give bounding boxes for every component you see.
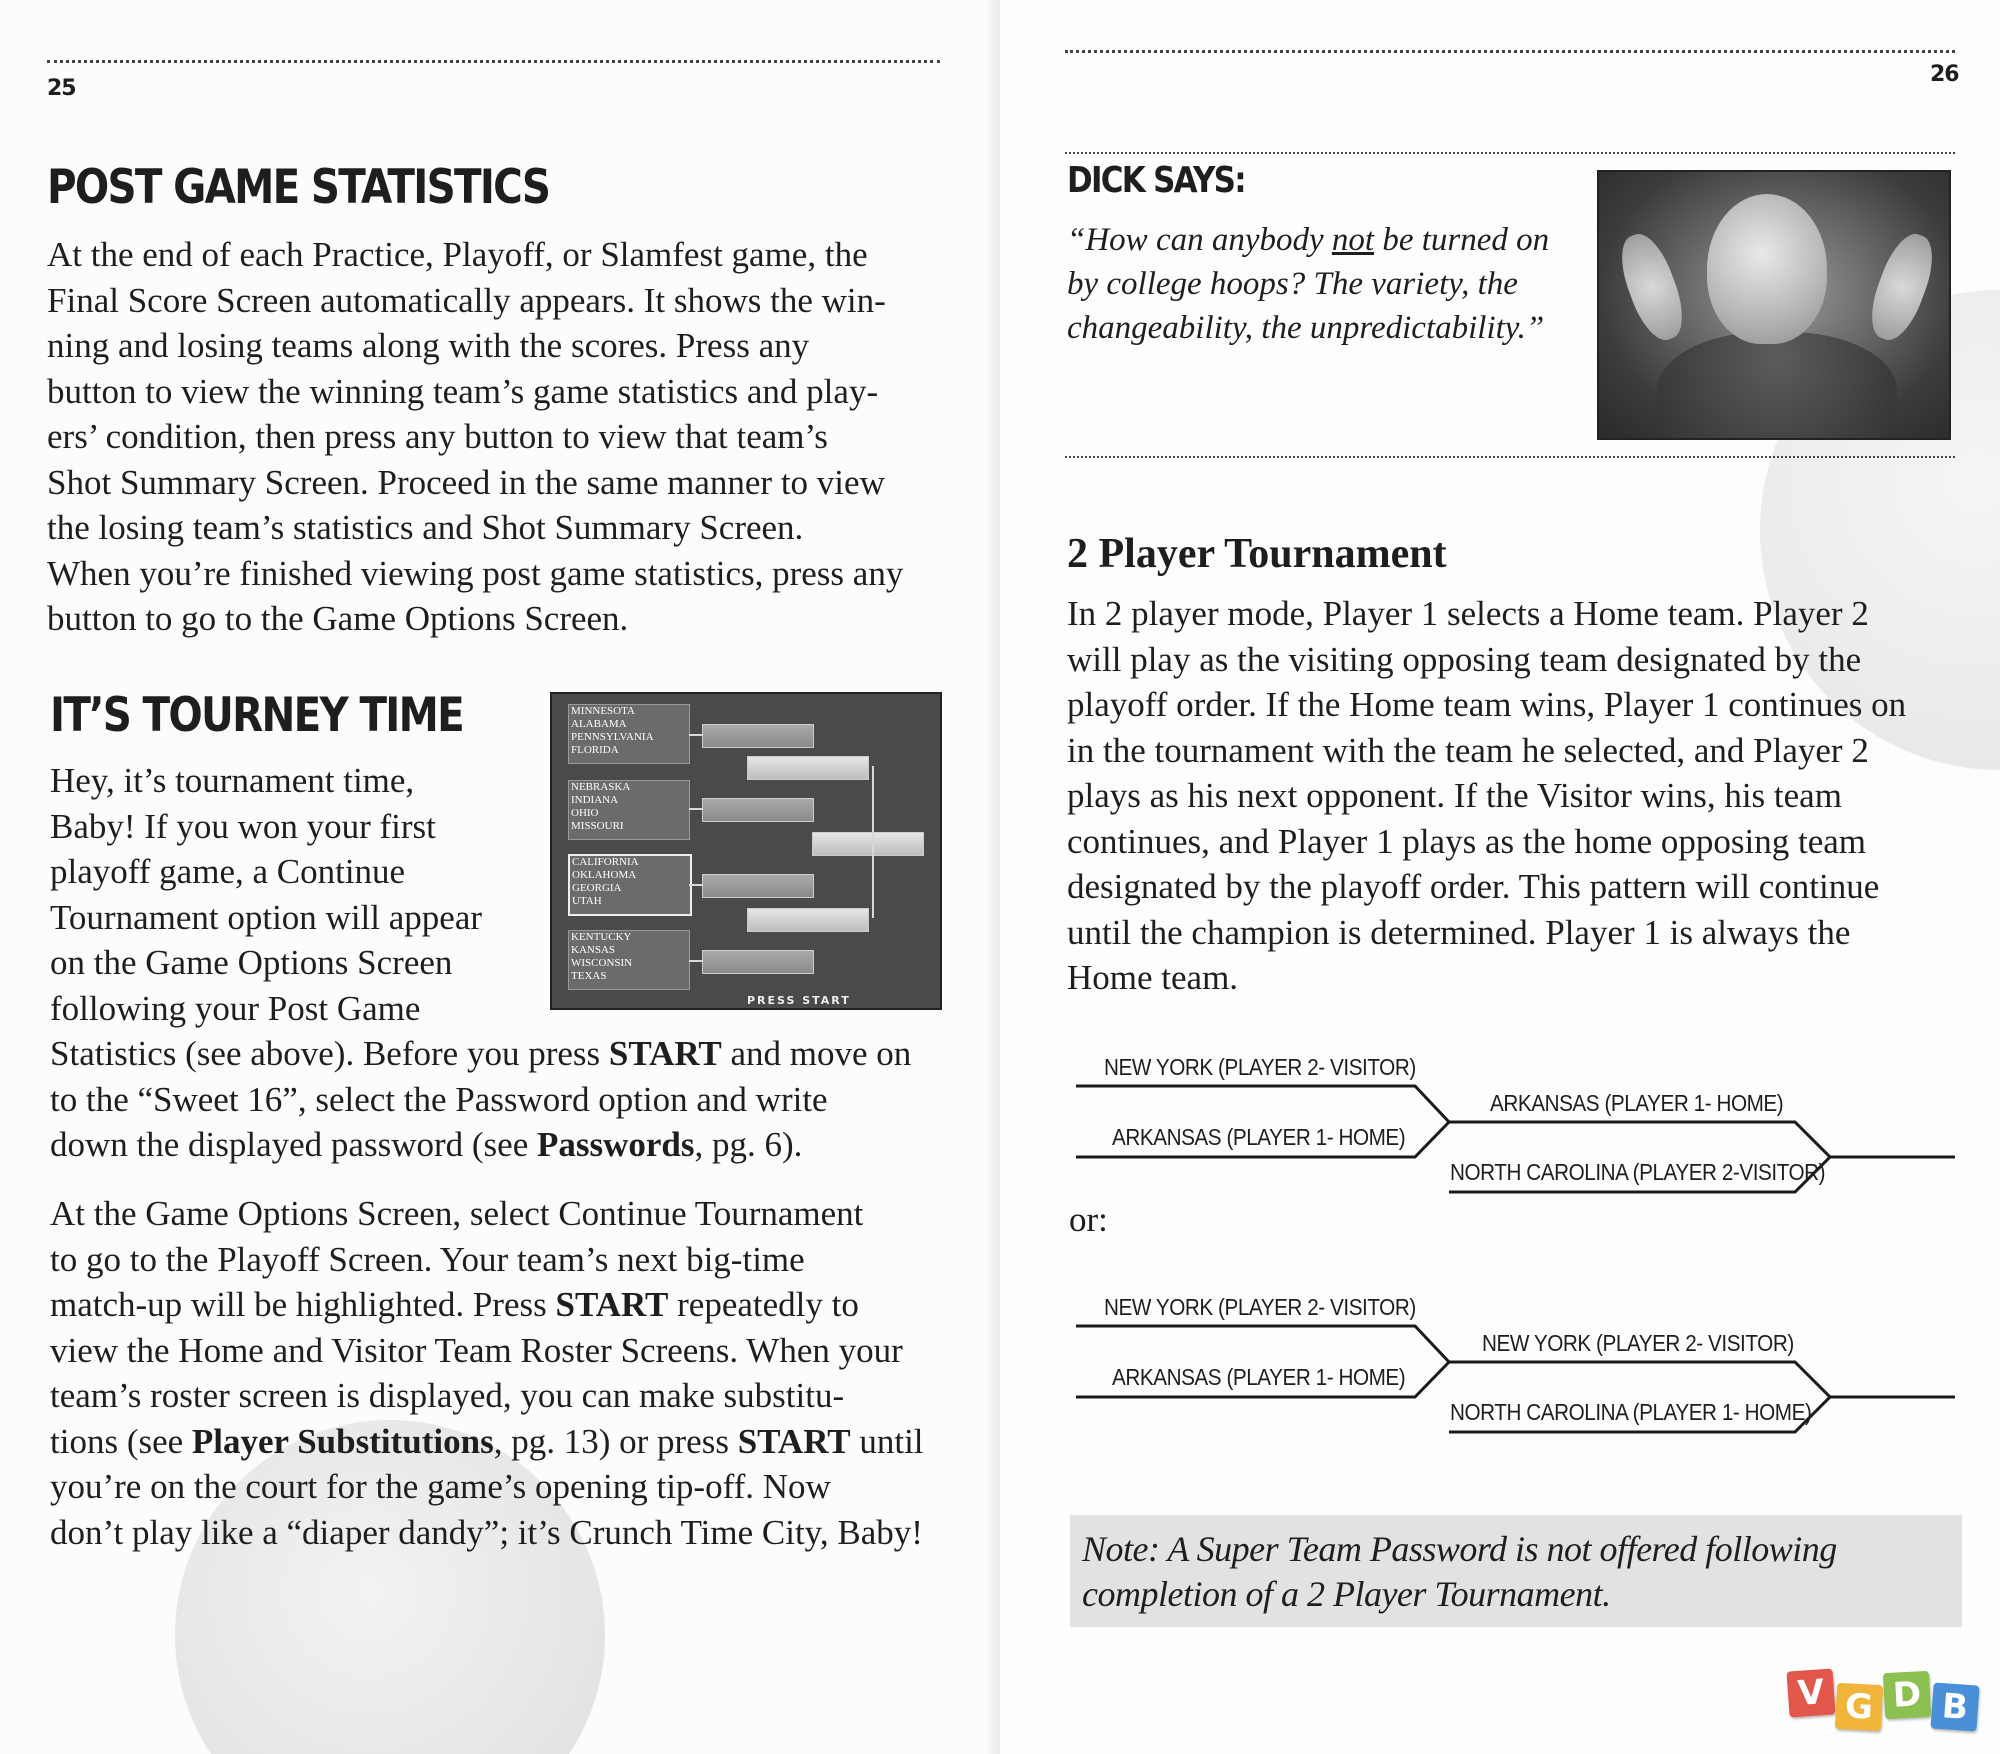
bracket-1-next-opponent: NORTH CAROLINA (PLAYER 2-VISITOR) xyxy=(1450,1159,1826,1185)
text-line: on the Game Options Screen xyxy=(50,943,453,982)
text-line: Shot Summary Screen. Proceed in the same manner to view xyxy=(47,462,885,502)
logo-tile: D xyxy=(1883,1671,1931,1719)
text-line: In 2 player mode, Player 1 selects a Home team. Player 2 xyxy=(1067,594,1869,633)
text-line: don’t play like a “diaper dandy”; it’s Crunch Time City, Baby! xyxy=(50,1512,923,1552)
bracket-2-winner: NEW YORK (PLAYER 2- VISITOR) xyxy=(1482,1330,1794,1356)
press-start-label: PRESS START xyxy=(747,994,851,1007)
text-line: Final Score Screen automatically appears. It shows the win- xyxy=(47,280,886,320)
text-line: will play as the visiting opposing team designated by the xyxy=(1067,639,1862,679)
text-line: in the tournament with the team he selected, and Player 2 xyxy=(1067,730,1869,770)
start-keyword: START xyxy=(737,1421,851,1461)
start-keyword: START xyxy=(555,1285,669,1324)
text-run: “How can anybody xyxy=(1067,222,1332,258)
text-line: plays as his next opponent. If the Visitor wins, his team xyxy=(1067,776,1842,815)
team-name: INDIANA xyxy=(571,794,619,806)
text-line: button to go to the Game Options Screen. xyxy=(47,599,629,638)
team-name: CALIFORNIA xyxy=(572,856,639,868)
note-line: completion of a 2 Player Tournament. xyxy=(1082,1574,1611,1614)
text-line: to the “Sweet 16”, select the Password option and write xyxy=(50,1079,828,1119)
text-line: view the Home and Visitor Team Roster Screens. When your xyxy=(50,1330,903,1370)
page-number: 26 xyxy=(1930,62,1959,87)
team-name: KENTUCKY xyxy=(571,931,632,943)
text-line: until the champion is determined. Player 1 is always the xyxy=(1067,912,1851,952)
text-run: be turned on xyxy=(1374,222,1550,258)
bracket-1-top-team: NEW YORK (PLAYER 2- VISITOR) xyxy=(1104,1054,1416,1080)
text-line: following your Post Game xyxy=(50,988,421,1028)
text-line: continues, and Player 1 plays as the home opposing team xyxy=(1067,821,1867,861)
text-line: ning and losing teams along with the scores. Press any xyxy=(47,326,810,365)
text-line: playoff game, a Continue xyxy=(50,852,406,891)
text-line: playoff order. If the Home team wins, Player 1 continues on xyxy=(1067,685,1907,724)
text-run: tions (see xyxy=(50,1421,192,1461)
two-player-tournament-heading: 2 Player Tournament xyxy=(1067,531,1447,577)
note-line: Note: A Super Team Password is not offered following xyxy=(1082,1529,1837,1569)
text-run: repeatedly to xyxy=(668,1285,859,1324)
team-name: TEXAS xyxy=(571,970,607,982)
dick-says-heading: DICK SAYS: xyxy=(1067,160,1245,201)
team-name: GEORGIA xyxy=(572,882,622,894)
start-keyword: START xyxy=(608,1034,722,1073)
team-name: ALABAMA xyxy=(571,718,627,730)
logo-tile: G xyxy=(1835,1683,1883,1731)
team-name: KANSAS xyxy=(571,944,616,956)
text-run: match-up will be highlighted. Press xyxy=(50,1285,556,1324)
passwords-keyword: Passwords xyxy=(536,1125,695,1164)
team-name: OHIO xyxy=(571,807,599,819)
text-line: by college hoops? The variety, the xyxy=(1067,266,1518,302)
player-substitutions-keyword: Player Substitutions xyxy=(191,1421,494,1461)
text-line: button to view the winning team’s game statistics and play- xyxy=(47,371,879,411)
text-run: and move on xyxy=(721,1034,912,1073)
text-run: , pg. 6). xyxy=(694,1125,803,1164)
text-line: changeability, the unpredictability.” xyxy=(1067,310,1545,346)
text-line: team’s roster screen is displayed, you can make substitu- xyxy=(50,1376,845,1415)
text-line: designated by the playoff order. This pattern will continue xyxy=(1067,867,1880,906)
team-name: MINNESOTA xyxy=(571,705,635,717)
or-label: or: xyxy=(1069,1200,1108,1239)
text-line: At the end of each Practice, Playoff, or Slamfest game, the xyxy=(47,235,868,274)
text-line: Tournament option will appear xyxy=(50,897,483,937)
team-name: WISCONSIN xyxy=(571,957,633,969)
text-line: you’re on the court for the game’s opening tip-off. Now xyxy=(50,1467,831,1506)
text-line: the losing team’s statistics and Shot Summary Screen. xyxy=(47,508,804,547)
bracket-1-bottom-team: ARKANSAS (PLAYER 1- HOME) xyxy=(1112,1124,1406,1150)
logo-tile: V xyxy=(1786,1668,1835,1717)
text-line: ers’ condition, then press any button to view that team’s xyxy=(47,417,828,456)
team-name: OKLAHOMA xyxy=(572,869,637,881)
text-line: Hey, it’s tournament time, xyxy=(50,761,415,800)
team-name: MISSOURI xyxy=(571,820,624,832)
text-line: to go to the Playoff Screen. Your team’s next big-time xyxy=(50,1239,805,1279)
bracket-2-bottom-team: ARKANSAS (PLAYER 1- HOME) xyxy=(1112,1364,1406,1390)
post-game-statistics-heading: POST GAME STATISTICS xyxy=(47,160,550,215)
text-line: Home team. xyxy=(1067,958,1239,997)
logo-tile: B xyxy=(1930,1682,1979,1731)
tourney-time-heading: IT’S TOURNEY TIME xyxy=(50,688,464,743)
text-run: , pg. 13) or press xyxy=(493,1421,738,1461)
text-line: When you’re finished viewing post game statistics, press any xyxy=(47,553,904,593)
text-run: until xyxy=(850,1421,924,1461)
team-name: UTAH xyxy=(572,895,602,907)
emphasis-not: not xyxy=(1331,222,1375,258)
text-run: down the displayed password (see xyxy=(50,1125,537,1164)
team-name: FLORIDA xyxy=(571,744,619,756)
text-line: Baby! If you won your first xyxy=(50,806,436,846)
team-name: NEBRASKA xyxy=(571,781,631,793)
page-number: 25 xyxy=(47,76,76,101)
bracket-1-winner: ARKANSAS (PLAYER 1- HOME) xyxy=(1490,1090,1784,1116)
text-run: Statistics (see above). Before you press xyxy=(50,1034,609,1073)
bracket-2-top-team: NEW YORK (PLAYER 2- VISITOR) xyxy=(1104,1294,1416,1320)
text-line: At the Game Options Screen, select Continue Tournament xyxy=(50,1194,864,1233)
bracket-2-next-opponent: NORTH CAROLINA (PLAYER 1- HOME) xyxy=(1450,1399,1812,1425)
note-box xyxy=(1070,1515,1962,1627)
team-name: PENNSYLVANIA xyxy=(571,731,654,743)
vgdb-logo xyxy=(1788,1670,1988,1740)
